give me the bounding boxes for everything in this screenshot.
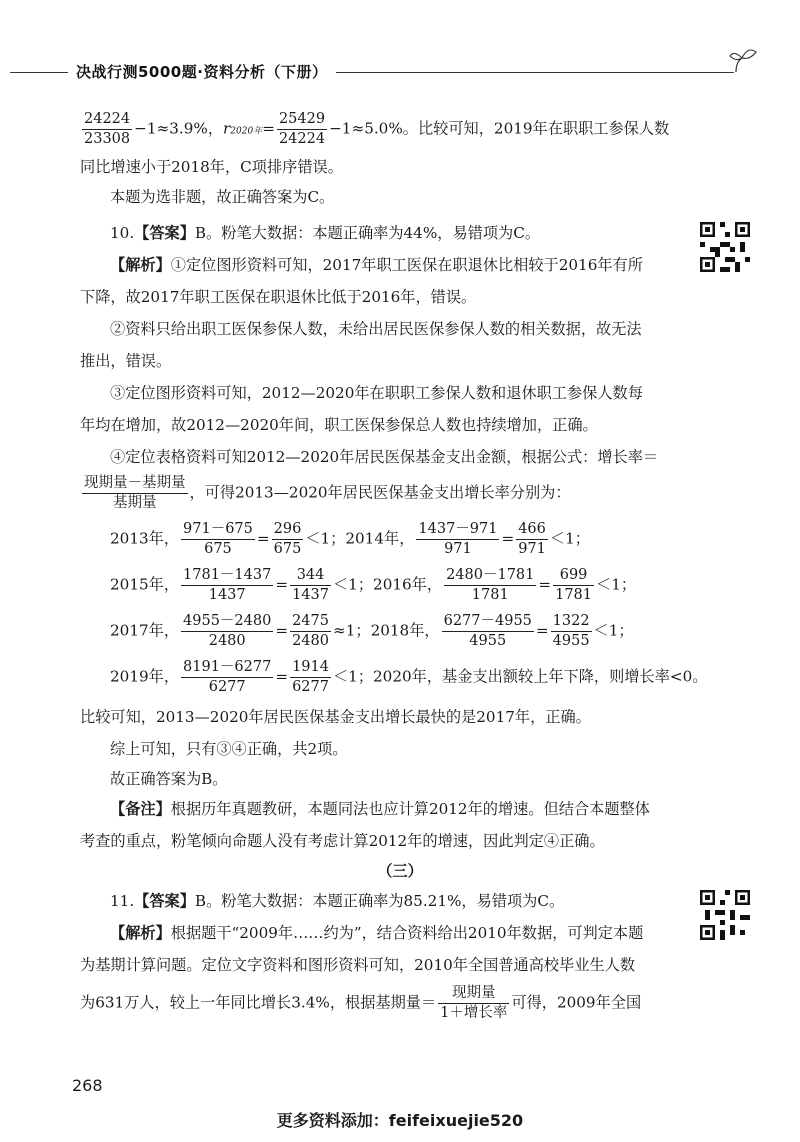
running-header	[0, 58, 800, 88]
text-line: 下降，故2017年职工医保在职退休比低于2016年，错误。	[80, 288, 477, 306]
analysis-line: 【解析】根据题干“2009年……约为”，结合资料给出2010年数据，可判定本题	[110, 924, 644, 942]
text-line: 同比增速小于2018年，C项排序错误。	[80, 158, 343, 176]
text-line: ②资料只给出职工医保参保人数，未给出居民医保参保人数的相关数据，故无法	[110, 320, 642, 338]
fraction: $\frac{25429}{24224}$	[278, 111, 326, 147]
note-line: 【备注】根据历年真题教研，本题同法也应计算2012年的增速。但结合本题整体	[110, 800, 650, 818]
calc-row-2013: 2013年， $\frac{971-675}{675}$ = $\frac{296}{675}$ ＜1；2014年， $\frac{1437-971}{971}$ = $\frac{466}{971}$ ＜1；	[110, 521, 590, 557]
text-line: 为基期计算问题。定位文字资料和图形资料可知，2010年全国普通高校毕业生人数	[80, 956, 636, 974]
calc-row-2015: 2015年， $\frac{1781-1437}{1437}$ = $\frac{344}{1437}$ ＜1；2016年， $\frac{2480-1781}{1781}$ = $\frac{699}{1781}$ ＜1；	[110, 567, 637, 603]
text-line-1: $\frac{24224}{23308}$ −1≈3.9%，r2020年= $\frac{25429}{24224}$ −1≈5.0%。比较可知，2019年在职职工参保人数	[84, 111, 670, 147]
text-line: ④定位表格资料可知2012—2020年居民医保基金支出金额，根据公式：增长率＝	[110, 448, 659, 466]
calc-row-2019: 2019年， $\frac{8191-6277}{6277}$ = $\frac{1914}{6277}$ ＜1；2020年，基金支出额较上年下降，则增长率<0。	[110, 659, 708, 695]
text-line: 本题为选非题，故正确答案为C。	[110, 188, 335, 206]
sprout-icon	[728, 44, 758, 74]
header-rule-left	[10, 72, 68, 73]
fraction: $\frac{699}{1781}$	[555, 567, 593, 603]
fraction: $\frac{6277-4955}{4955}$	[443, 613, 532, 649]
text-line: 推出，错误。	[80, 352, 172, 370]
fraction: $\frac{1914}{6277}$	[292, 659, 329, 695]
section-heading: （三）	[377, 862, 423, 880]
answer-line-10: 10.【答案】B。粉笔大数据：本题正确率为44%，易错项为C。	[110, 224, 541, 242]
text-line: 综上可知，只有③④正确，共2项。	[110, 740, 348, 758]
text-line: 故正确答案为B。	[110, 770, 228, 788]
fraction: $\frac{296}{675}$	[273, 521, 302, 557]
text-line: 考查的重点，粉笔倾向命题人没有考虑计算2012年的增速，因此判定④正确。	[80, 832, 605, 850]
fraction: $\frac{2475}{2480}$	[292, 613, 329, 649]
fraction: $\frac{\text{现期量}}{\text{1＋增长率}}$	[440, 985, 508, 1021]
analysis-line: 【解析】①定位图形资料可知，2017年职工医保在职退休比相较于2016年有所	[110, 256, 643, 274]
formula-line: 为631万人，较上一年同比增长3.4%，根据基期量＝ $\frac{\text{现期量}}{\text{1＋增长率}}$ 可得，2009年全国	[80, 985, 642, 1021]
footer-text: 更多资料添加：feifeixuejie520	[276, 1111, 524, 1130]
fraction: $\frac{466}{971}$	[518, 521, 546, 557]
fraction: $\frac{1781-1437}{1437}$	[183, 567, 272, 603]
formula-line: $\frac{\text{现期量－基期量}}{\text{基期量}}$ ，可得2013—2020年居民医保基金支出增长率分别为：	[84, 475, 571, 511]
calc-row-2017: 2017年， $\frac{4955-2480}{2480}$ = $\frac{2475}{2480}$ ≈1；2018年， $\frac{6277-4955}{4955}$ = $\frac{1322}{4955}$ ＜1；	[110, 613, 634, 649]
header-title: 决战行测5000题·资料分析（下册）	[76, 63, 328, 81]
fraction: $\frac{971-675}{675}$	[183, 521, 253, 557]
qr-code-icon	[700, 890, 750, 940]
answer-line-11: 11.【答案】B。粉笔大数据：本题正确率为85.21%，易错项为C。	[110, 892, 565, 910]
text-line: 年均在增加，故2012—2020年间，职工医保参保总人数也持续增加，正确。	[80, 416, 598, 434]
qr-code-icon	[700, 222, 750, 272]
fraction: $\frac{1322}{4955}$	[552, 613, 590, 649]
header-rule-right	[336, 72, 734, 73]
fraction: $\frac{1437-971}{971}$	[418, 521, 498, 557]
fraction: $\frac{4955-2480}{2480}$	[183, 613, 272, 649]
text-line: 比较可知，2013—2020年居民医保基金支出增长最快的是2017年，正确。	[80, 708, 591, 726]
fraction: $\frac{2480-1781}{1781}$	[446, 567, 535, 603]
page-number: 268	[72, 1076, 103, 1095]
fraction: $\frac{344}{1437}$	[292, 567, 329, 603]
text-line: ③定位图形资料可知，2012—2020年在职职工参保人数和退休职工参保人数每	[110, 384, 643, 402]
fraction: $\frac{\text{现期量－基期量}}{\text{基期量}}$	[84, 475, 186, 511]
fraction: $\frac{8191-6277}{6277}$	[183, 659, 272, 695]
fraction: $\frac{24224}{23308}$	[84, 111, 131, 147]
